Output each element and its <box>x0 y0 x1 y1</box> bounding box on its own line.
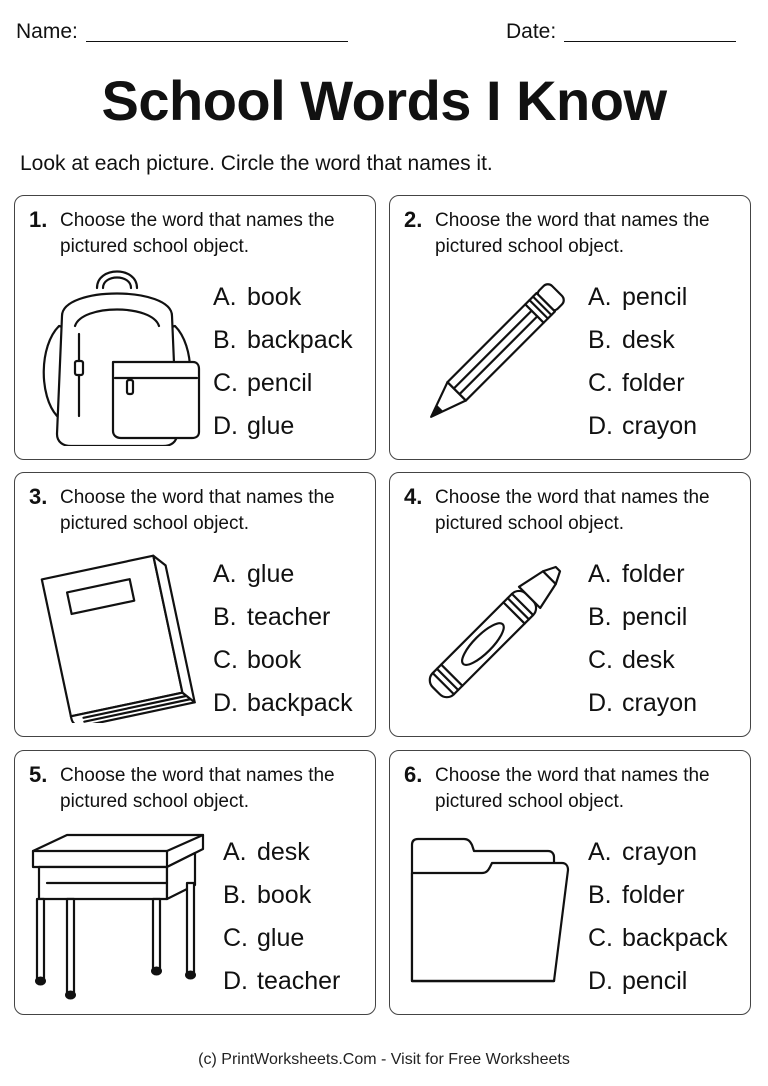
option-text: pencil <box>622 283 688 311</box>
option-text: folder <box>622 560 685 588</box>
option-letter: B. <box>223 881 247 909</box>
question-prompt: Choose the word that names the pictured school object. <box>60 487 335 534</box>
page-title: School Words I Know <box>101 69 667 132</box>
option-b[interactable] <box>213 596 353 639</box>
answer-options <box>223 831 340 1003</box>
folder-icon <box>402 821 582 1001</box>
question-number: 2. <box>404 207 423 232</box>
option-letter: B. <box>213 326 237 354</box>
option-text: desk <box>622 326 675 354</box>
option-c[interactable] <box>213 362 353 405</box>
option-letter: A. <box>588 283 612 311</box>
option-letter: B. <box>213 603 237 631</box>
answer-options <box>588 553 697 725</box>
option-a[interactable] <box>213 553 353 596</box>
option-text: desk <box>622 646 675 674</box>
option-letter: C. <box>588 924 613 952</box>
option-a[interactable] <box>588 276 697 319</box>
option-text: pencil <box>622 603 688 631</box>
question-number: 4. <box>404 484 423 509</box>
option-text: crayon <box>622 689 698 717</box>
option-a[interactable] <box>223 831 340 874</box>
option-d[interactable] <box>588 960 728 1003</box>
option-a[interactable] <box>588 831 728 874</box>
option-letter: A. <box>588 838 612 866</box>
question-card-1 <box>14 195 376 460</box>
name-line[interactable] <box>86 19 348 42</box>
option-text: crayon <box>622 838 698 866</box>
question-prompt: Choose the word that names the pictured school object. <box>60 210 335 257</box>
option-text: backpack <box>622 924 728 952</box>
question-prompt: Choose the word that names the pictured school object. <box>435 210 710 257</box>
option-a[interactable] <box>213 276 353 319</box>
question-card-3 <box>14 472 376 737</box>
option-d[interactable] <box>588 405 697 448</box>
question-prompt: Choose the word that names the pictured school object. <box>435 765 710 812</box>
question-prompt: Choose the word that names the pictured school object. <box>60 765 335 812</box>
option-text: pencil <box>247 369 313 397</box>
option-b[interactable] <box>213 319 353 362</box>
option-letter: D. <box>588 967 613 995</box>
option-c[interactable] <box>588 639 697 682</box>
option-text: backpack <box>247 326 353 354</box>
date-field[interactable] <box>506 18 736 46</box>
option-text: folder <box>622 369 685 397</box>
option-text: crayon <box>622 412 698 440</box>
answer-options <box>213 276 353 448</box>
option-b[interactable] <box>588 319 697 362</box>
answer-options <box>588 831 728 1003</box>
option-letter: D. <box>588 412 613 440</box>
option-letter: D. <box>213 412 238 440</box>
option-letter: C. <box>588 646 613 674</box>
question-number: 3. <box>29 484 48 509</box>
option-c[interactable] <box>213 639 353 682</box>
option-text: teacher <box>257 967 341 995</box>
option-d[interactable] <box>588 682 697 725</box>
option-letter: B. <box>588 881 612 909</box>
option-b[interactable] <box>588 596 697 639</box>
option-letter: C. <box>588 369 613 397</box>
answer-options <box>588 276 697 448</box>
option-c[interactable] <box>223 917 340 960</box>
option-c[interactable] <box>588 917 728 960</box>
question-card-6 <box>389 750 751 1015</box>
question-number: 1. <box>29 207 48 232</box>
option-letter: D. <box>213 689 238 717</box>
option-b[interactable] <box>588 874 728 917</box>
question-number: 6. <box>404 762 423 787</box>
option-letter: A. <box>213 560 237 588</box>
option-letter: C. <box>223 924 248 952</box>
option-text: glue <box>257 924 305 952</box>
crayon-icon <box>402 543 582 723</box>
option-c[interactable] <box>588 362 697 405</box>
option-b[interactable] <box>223 874 340 917</box>
option-text: book <box>247 646 302 674</box>
book-icon <box>27 543 207 723</box>
option-text: desk <box>257 838 310 866</box>
option-letter: C. <box>213 646 238 674</box>
header-fields <box>16 18 740 48</box>
option-text: folder <box>622 881 685 909</box>
pencil-icon <box>402 266 582 446</box>
option-text: pencil <box>622 967 688 995</box>
backpack-icon <box>27 266 207 446</box>
question-prompt: Choose the word that names the pictured school object. <box>435 487 710 534</box>
option-letter: D. <box>588 689 613 717</box>
option-letter: A. <box>588 560 612 588</box>
option-d[interactable] <box>223 960 340 1003</box>
date-line[interactable] <box>564 19 736 42</box>
option-text: glue <box>247 560 295 588</box>
option-text: book <box>247 283 302 311</box>
answer-options <box>213 553 353 725</box>
question-card-2 <box>389 195 751 460</box>
question-card-5 <box>14 750 376 1015</box>
option-text: book <box>257 881 312 909</box>
desk-icon <box>27 821 207 1001</box>
instructions: Look at each picture. Circle the word that names it. <box>20 152 493 175</box>
option-text: glue <box>247 412 295 440</box>
option-letter: A. <box>213 283 237 311</box>
option-letter: A. <box>223 838 247 866</box>
option-d[interactable] <box>213 405 353 448</box>
option-text: teacher <box>247 603 331 631</box>
option-letter: C. <box>213 369 238 397</box>
date-label: Date: <box>506 20 557 43</box>
option-text: backpack <box>247 689 353 717</box>
name-field[interactable] <box>16 18 348 46</box>
option-a[interactable] <box>588 553 697 596</box>
option-letter: B. <box>588 326 612 354</box>
name-label: Name: <box>16 20 78 43</box>
option-letter: D. <box>223 967 248 995</box>
option-letter: B. <box>588 603 612 631</box>
option-d[interactable] <box>213 682 353 725</box>
footer-credit: (c) PrintWorksheets.Com - Visit for Free Worksheets <box>198 1051 570 1068</box>
question-card-4 <box>389 472 751 737</box>
question-number: 5. <box>29 762 48 787</box>
